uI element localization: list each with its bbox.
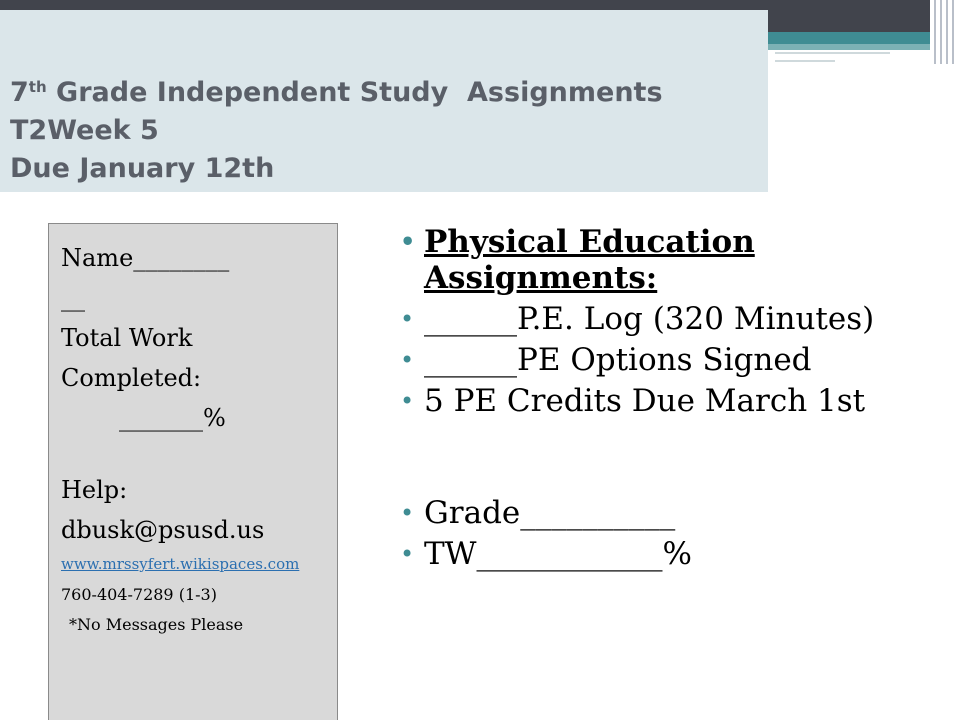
completed-label: Completed: (61, 364, 202, 392)
corner-decor-block (768, 0, 930, 32)
teal-decor-bar (768, 32, 930, 44)
title-line-1: 7th Grade Independent Study Assignments (10, 77, 663, 108)
list-item: • ______P.E. Log (320 Minutes) (400, 301, 940, 337)
phone-number: 760-404-7289 (1-3) (61, 585, 217, 604)
help-email: dbusk@psusd.us (61, 516, 265, 544)
decor-line-short (775, 60, 835, 62)
no-messages-note: *No Messages Please (69, 615, 244, 634)
grade-blank: • Grade__________ (400, 495, 940, 531)
assignment-list (400, 224, 940, 577)
decor-line (775, 52, 890, 54)
page-title (10, 74, 663, 188)
name-label-continued: __ (61, 284, 85, 312)
total-work-label: Total Work (61, 324, 193, 352)
website-link[interactable]: www.mrssyfert.wikispaces.com (61, 555, 300, 573)
list-item: • 5 PE Credits Due March 1st (400, 383, 940, 419)
pe-heading: • Physical Education Assignments: (400, 224, 940, 296)
stripe-decor (930, 0, 960, 64)
title-line-2: T2Week 5 (10, 115, 159, 146)
percent-blank: _______% (119, 404, 226, 432)
student-info-box (48, 223, 338, 720)
help-label: Help: (61, 476, 128, 504)
title-line-3: Due January 12th (10, 153, 275, 184)
title-banner (0, 10, 768, 192)
teal-decor-bar-light (768, 44, 930, 50)
tw-blank: • TW____________% (400, 536, 940, 572)
name-label: Name________ (61, 244, 230, 272)
list-item: • ______PE Options Signed (400, 342, 940, 378)
